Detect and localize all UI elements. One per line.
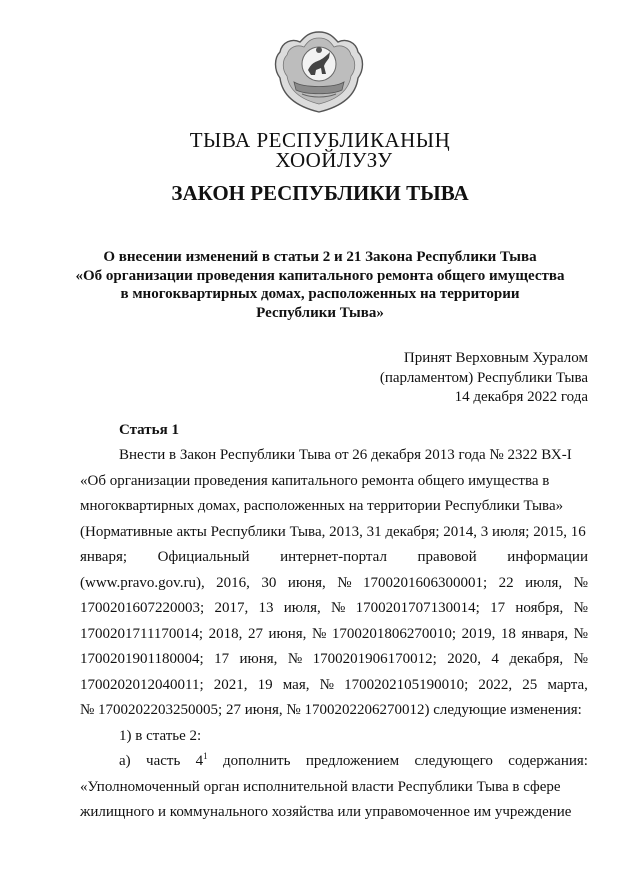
law-subject (0, 248, 640, 322)
word: № (331, 600, 346, 616)
text-line (80, 698, 588, 724)
word: № (311, 625, 327, 642)
word: (Нормативные акты Республики Тыва, 2013, 31 декабря; 2014, 3 июля; 2015, 16 (80, 523, 586, 540)
word: информации (507, 549, 588, 565)
word: 1700201606300001; (363, 574, 488, 591)
article-paragraph (80, 443, 588, 724)
word: 2016, (216, 574, 250, 591)
word: следующего (414, 753, 493, 769)
text-line (80, 494, 588, 520)
word: 2021, (213, 676, 248, 693)
word: № (573, 651, 588, 667)
word: интернет-портал (280, 549, 387, 565)
word: а) (119, 753, 131, 769)
part-number (196, 749, 208, 775)
word: 30 (261, 574, 277, 591)
word: 1700201906170012; (312, 651, 437, 667)
item-a (80, 749, 588, 775)
word: 1700202012040011; (80, 676, 204, 693)
word: 13 (258, 600, 274, 616)
word: 2017, (214, 600, 249, 616)
word: № (319, 676, 334, 693)
word: 1700201901180004; (80, 651, 204, 667)
word: Официальный (157, 549, 250, 565)
part-number-superscript: 1 (203, 751, 208, 761)
word: «Об организации проведения капитального ремонта общего имущества в (80, 472, 550, 489)
org-name-line2: ХООЙЛУЗУ (275, 148, 393, 172)
word: 1700201711170014; (80, 625, 204, 642)
word: 1700202105190010; (344, 676, 469, 693)
word: ноября, (515, 600, 564, 616)
word: декабря, (509, 651, 564, 667)
word: 2020, (447, 651, 481, 667)
item-1-text: 1) в статье 2: (119, 727, 202, 744)
word: 17 (490, 600, 506, 616)
word: 1700201707130014; (355, 600, 480, 616)
law-title: ЗАКОН РЕСПУБЛИКИ ТЫВА (171, 181, 469, 205)
word: марта, (547, 676, 588, 693)
word: мая, (282, 676, 310, 693)
word: 2019, (461, 625, 496, 642)
word: 2022, (478, 676, 513, 693)
subject-line: «Об организации проведения капитального ремонта общего имущества (75, 267, 565, 284)
word: 17 (214, 651, 230, 667)
word: содержания: (508, 753, 588, 769)
word: многоквартирных домах, расположенных на территории Республики Тыва» (80, 498, 564, 514)
item-1 (80, 724, 588, 750)
adoption-line: Принят Верховным Хуралом (403, 350, 588, 366)
word: № (573, 625, 588, 642)
quote-text: жилищного и коммунального хозяйства или управомоченное им учреждение (80, 804, 572, 820)
article-body (80, 443, 588, 826)
text-line (80, 443, 588, 469)
text-line (80, 596, 588, 622)
word: июня, (268, 625, 307, 642)
word: 27 (247, 625, 263, 642)
word: № (287, 651, 303, 667)
word: июня, (287, 574, 326, 591)
word: № (573, 574, 588, 591)
quote-line (80, 800, 588, 826)
word: 1700201806270010; (331, 625, 457, 642)
word: 4 (491, 651, 499, 667)
word: июня, (239, 651, 278, 667)
word: Внести в Закон Республики Тыва от 26 декабря 2013 года № 2322 ВХ-I (119, 447, 572, 463)
subject-line: Республики Тыва» (256, 304, 384, 321)
word: января, (521, 625, 569, 642)
subject-line: в многоквартирных домах, расположенных на территории (120, 286, 520, 302)
adoption-line: (парламентом) Республики Тыва (379, 369, 588, 386)
word: 18 (500, 625, 516, 642)
text-line (80, 673, 588, 699)
word: 19 (257, 676, 273, 693)
word: 25 (522, 676, 538, 693)
text-line (80, 622, 588, 648)
word: (www.pravo.gov.ru), (80, 574, 205, 591)
article-heading: Статья 1 (119, 422, 179, 438)
word: № 1700202203250005; 27 июня, № 1700202206270012) следующие изменения: (80, 702, 582, 718)
word: июля, (283, 600, 321, 616)
quote-text: «Уполномоченный орган исполнительной власти Республики Тыва в сфере (80, 778, 561, 795)
subject-line: О внесении изменений в статьи 2 и 21 Закона Республики Тыва (103, 249, 537, 265)
word: № (573, 600, 588, 616)
word: дополнить (223, 753, 291, 769)
adoption-line: 14 декабря 2022 года (454, 389, 588, 405)
word: № (337, 574, 352, 591)
part-number-base: 4 (195, 753, 204, 769)
text-line (80, 647, 588, 673)
word: правовой (417, 549, 477, 565)
adoption-note (380, 349, 588, 408)
word: предложением (305, 753, 400, 769)
word: 1700201607220003; (80, 600, 205, 616)
coat-of-arms-emblem (272, 28, 366, 116)
word: часть (146, 753, 181, 769)
text-line (80, 469, 588, 495)
text-line (80, 520, 588, 546)
word: 2018, (208, 625, 243, 642)
text-line (80, 571, 588, 597)
word: июля, (525, 574, 563, 591)
word: 22 (498, 574, 514, 591)
text-line (80, 545, 588, 571)
quote-line (80, 775, 588, 801)
word: января; (80, 549, 128, 565)
org-name-line1: ТЫВА РЕСПУБЛИКАНЫҢ (189, 128, 451, 152)
